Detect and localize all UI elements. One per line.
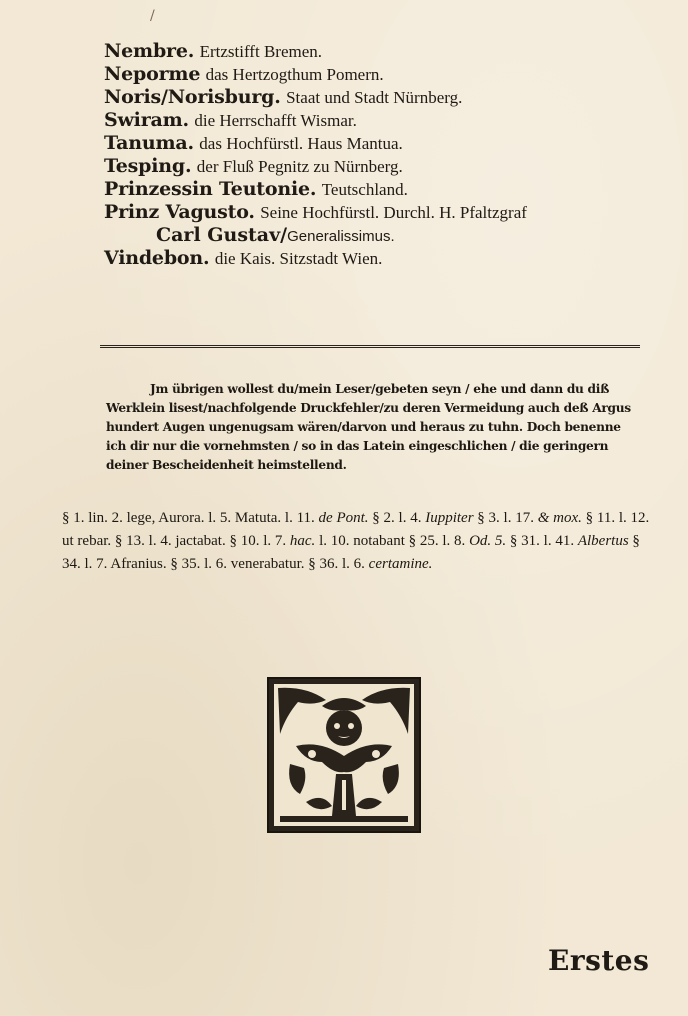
errata-ref: § 31. l. 41.	[509, 533, 575, 549]
errata-text: jactabat.	[175, 533, 226, 549]
glossary-meaning: Ertzstifft Bremen.	[199, 42, 323, 61]
glossary-entry	[104, 132, 664, 155]
glossary-entry	[104, 247, 664, 270]
errata-ref: § 10. l. 7.	[229, 533, 287, 549]
glossary-meaning: Staat und Stadt Nürnberg.	[286, 88, 463, 107]
errata-intro-paragraph	[106, 380, 634, 475]
glossary-term: Nembre.	[104, 40, 195, 62]
glossary-entry	[104, 155, 664, 178]
errata-item	[170, 556, 304, 572]
glossary-term: Prinz Vagusto.	[104, 201, 255, 223]
glossary-meaning: Seine Hochfürstl. Durchl. H. Pfaltzgraf	[260, 203, 527, 222]
errata-text: hac.	[289, 533, 316, 549]
errata-text: Matuta.	[234, 510, 282, 526]
glossary-meaning: Teutschland.	[321, 180, 408, 199]
errata-text: de Pont.	[318, 510, 369, 526]
errata-item	[115, 533, 226, 549]
errata-ref: § 36. l. 6.	[308, 556, 365, 572]
errata-item	[409, 533, 507, 549]
glossary-term: Swiram.	[104, 109, 189, 131]
errata-text: certamine.	[368, 556, 433, 572]
errata-text: Albertus	[577, 533, 629, 549]
catchword: Erstes	[548, 944, 650, 977]
glossary-term: Noris/Norisburg.	[104, 86, 281, 108]
errata-item	[319, 533, 405, 549]
glossary-term: Prinzessin Teutonie.	[104, 178, 317, 200]
errata-text: Iuppiter	[425, 510, 474, 526]
errata-ref: § 35. l. 6.	[170, 556, 228, 572]
errata-text: lege, Aurora.	[126, 510, 205, 526]
errata-ref: l. 11.	[284, 510, 315, 526]
errata-item	[372, 510, 473, 526]
errata-list	[62, 507, 662, 576]
errata-ref: § 34. l. 7.	[62, 533, 640, 572]
glossary-term: Neporme	[104, 63, 201, 85]
errata-ref: § 13. l. 4.	[114, 533, 172, 549]
glossary-meaning: die Herrschafft Wismar.	[194, 111, 357, 130]
glossary-entry	[104, 201, 664, 224]
errata-ref: § 3. l. 17.	[477, 510, 534, 526]
errata-text: ut rebar.	[62, 533, 112, 549]
corner-mark: /	[150, 8, 155, 24]
glossary-meaning: das Hochfürstl. Haus Mantua.	[199, 134, 403, 153]
errata-item	[510, 533, 629, 549]
errata-text: & mox.	[537, 510, 582, 526]
glossary-meaning: der Fluß Pegnitz zu Nürnberg.	[196, 157, 403, 176]
errata-ref: § 11. l. 12.	[585, 510, 650, 526]
errata-text: venerabatur.	[230, 556, 305, 572]
errata-ref: § 25. l. 8.	[408, 533, 466, 549]
errata-item	[62, 510, 204, 526]
glossary-entry	[104, 40, 664, 63]
glossary-list	[104, 40, 664, 270]
errata-item	[208, 510, 281, 526]
glossary-entry	[104, 109, 664, 132]
woodcut-ornament	[266, 676, 422, 834]
generalissimus-name: Carl Gustav/	[156, 224, 288, 246]
errata-ref: l. 10.	[319, 533, 350, 549]
glossary-meaning: die Kais. Sitzstadt Wien.	[214, 249, 383, 268]
errata-intro-text: Jm übrigen wollest du/mein Leser/gebeten seyn / ehe und dann du diß Werklein lisest/nachfolgende Druckfehler/zu deren Vermeidung auch deß Argus hundert Augen ungenugsam wären/darvon und heraus zu tuhn. Doch benenne ich dir nur die vornehmsten / so in das Latein eingeschlichen / die geringern deiner Bescheidenheit heimstellend.	[106, 382, 631, 472]
double-rule-divider	[100, 345, 640, 348]
errata-text: Afranius.	[110, 556, 167, 572]
errata-ref: l. 5.	[208, 510, 232, 526]
glossary-term: Tesping.	[104, 155, 192, 177]
errata-text: Od. 5.	[469, 533, 507, 549]
errata-ref: § 1. lin. 2.	[62, 510, 123, 526]
glossary-continuation	[104, 224, 664, 247]
glossary-entry	[104, 86, 664, 109]
errata-item	[229, 533, 315, 549]
glossary-entry	[104, 178, 664, 201]
glossary-term: Vindebon.	[104, 247, 210, 269]
errata-ref: § 2. l. 4.	[372, 510, 422, 526]
glossary-entry	[104, 63, 664, 86]
errata-item	[285, 510, 369, 526]
errata-item	[308, 556, 432, 572]
generalissimus-title: Generalissimus.	[287, 228, 395, 245]
errata-item	[477, 510, 582, 526]
glossary-meaning: das Hertzogthum Pomern.	[205, 65, 384, 84]
errata-text: notabant	[353, 533, 405, 549]
glossary-term: Tanuma.	[104, 132, 194, 154]
